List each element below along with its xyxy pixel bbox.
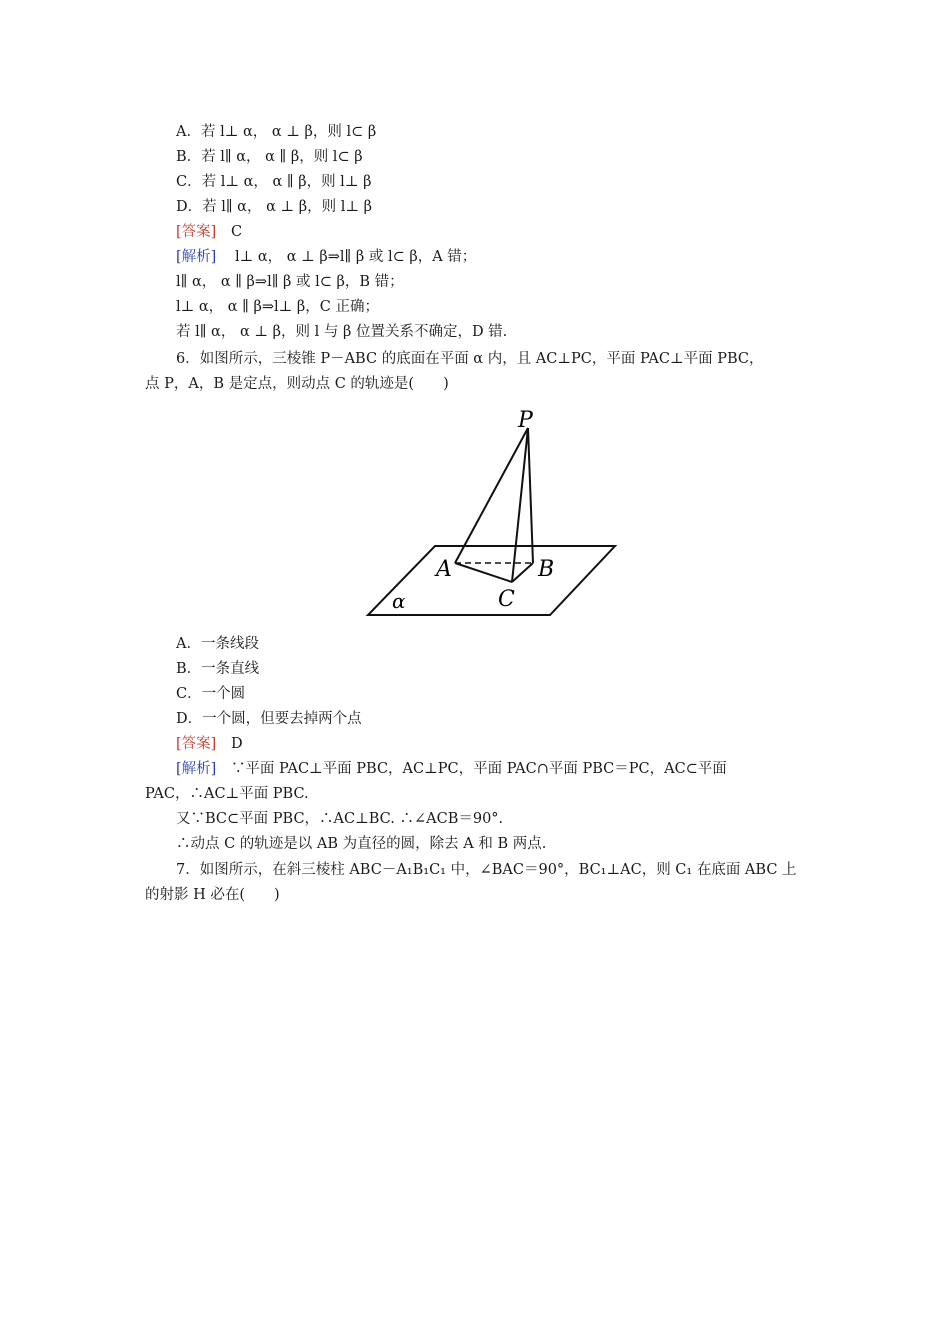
q5-analysis-line1 [176, 247, 476, 267]
q6-analysis-line1 [176, 759, 727, 779]
label-c: C [498, 587, 515, 612]
q5-analysis-line3: l⊥ α， α ∥ β⇒l⊥ β，C 正确； [176, 299, 379, 315]
q5-option-c: C．若 l⊥ α， α ∥ β，则 l⊥ β [176, 174, 372, 190]
q6-answer [176, 734, 243, 754]
q5-analysis-line4: 若 l∥ α， α ⊥ β，则 l 与 β 位置关系不确定，D 错. [176, 324, 508, 340]
edge-bc [512, 563, 533, 582]
edge-ac [455, 563, 512, 582]
q6-pyramid-figure [360, 405, 630, 620]
q6-stem-line2: 点 P，A，B 是定点，则动点 C 的轨迹是( ) [145, 376, 449, 392]
q7-stem-line2: 的射影 H 必在( ) [145, 887, 280, 903]
q6-analysis-line2: PAC，∴AC⊥平面 PBC. [145, 786, 309, 802]
q6-option-b: B．一条直线 [176, 661, 260, 677]
label-a: A [436, 557, 452, 582]
q6-option-d: D．一个圆，但要去掉两个点 [176, 711, 362, 727]
q5-analysis-text-1: l⊥ α， α ⊥ β⇒l∥ β 或 l⊂ β，A 错； [234, 249, 477, 265]
q6-analysis-text-1: ∵平面 PAC⊥平面 PBC，AC⊥PC，平面 PAC∩平面 PBC＝PC，AC⊂平面 [230, 761, 727, 777]
q5-option-d: D．若 l∥ α， α ⊥ β，则 l⊥ β [176, 199, 372, 215]
edge-pb [528, 428, 533, 563]
q6-option-a: A．一条线段 [176, 636, 259, 652]
q6-option-c: C．一个圆 [176, 686, 246, 702]
q5-analysis-line2: l∥ α， α ∥ β⇒l∥ β 或 l⊂ β，B 错； [176, 274, 404, 290]
label-b: B [538, 557, 555, 582]
label-alpha: α [392, 589, 406, 613]
q7-stem-line1: 7．如图所示，在斜三棱柱 ABC－A₁B₁C₁ 中，∠BAC＝90°，BC₁⊥AC，则 C₁ 在底面 ABC 上 [176, 862, 797, 878]
q6-analysis-line3: 又∵BC⊂平面 PBC，∴AC⊥BC. ∴∠ACB＝90°. [176, 811, 504, 827]
q5-answer-value: C [230, 224, 243, 240]
q5-answer-tag: [答案] [176, 224, 217, 240]
q6-analysis-tag: [解析] [176, 761, 217, 777]
q6-answer-value: D [230, 736, 243, 752]
q6-answer-tag: [答案] [176, 736, 217, 752]
q5-option-a: A．若 l⊥ α， α ⊥ β，则 l⊂ β [176, 124, 377, 140]
q5-option-b: B．若 l∥ α， α ∥ β，则 l⊂ β [176, 149, 363, 165]
q6-stem-line1: 6．如图所示，三棱锥 P－ABC 的底面在平面 α 内，且 AC⊥PC，平面 PAC⊥平面 PBC， [176, 351, 764, 367]
q5-answer [176, 222, 242, 242]
q5-analysis-tag: [解析] [176, 249, 217, 265]
q6-analysis-line4: ∴动点 C 的轨迹是以 AB 为直径的圆，除去 A 和 B 两点. [176, 836, 547, 852]
label-p: P [518, 408, 533, 433]
